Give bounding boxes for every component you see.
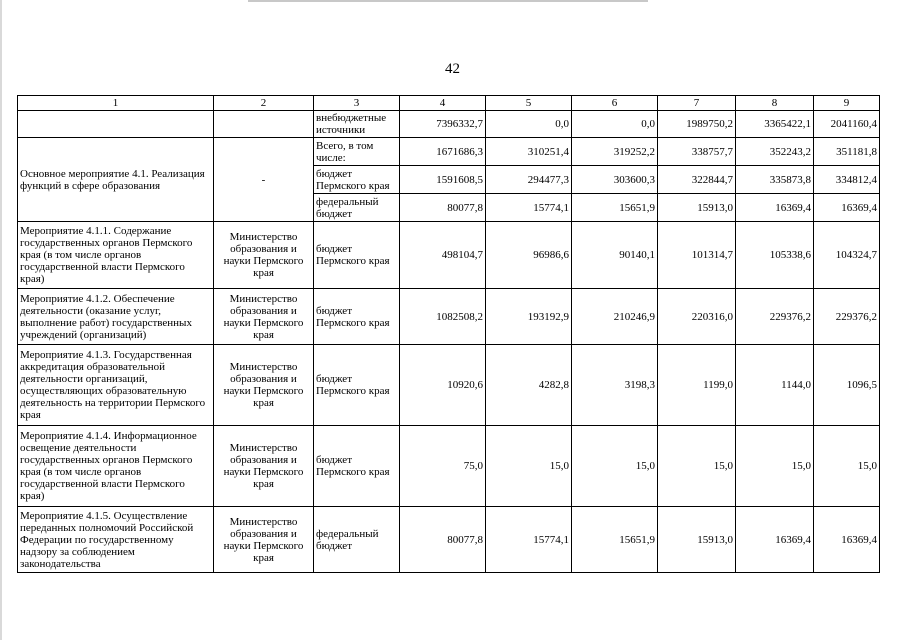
value-cell: 15913,0 [658, 194, 736, 222]
value-cell: 220316,0 [658, 289, 736, 345]
header-cell: 7 [658, 96, 736, 111]
value-cell: 334812,4 [814, 166, 880, 194]
value-cell: 15,0 [814, 426, 880, 507]
value-cell: 75,0 [400, 426, 486, 507]
header-cell: 6 [572, 96, 658, 111]
name-cell: Мероприятие 4.1.4. Информационное освещение деятельности государственных органов Пермского края (в том числе органов государственной власти Пермского края) [18, 426, 214, 507]
header-cell: 4 [400, 96, 486, 111]
table-row [18, 289, 880, 345]
value-cell: 15651,9 [572, 507, 658, 573]
value-cell: 16369,4 [736, 507, 814, 573]
value-cell: 338757,7 [658, 138, 736, 166]
responsible-cell: Министерство образования и науки Пермского края [214, 426, 314, 507]
name-cell: Мероприятие 4.1.2. Обеспечение деятельности (оказание услуг, выполнение работ) государственных учреждений (организаций) [18, 289, 214, 345]
value-cell: 16369,4 [736, 194, 814, 222]
value-cell: 0,0 [572, 111, 658, 138]
value-cell: 1082508,2 [400, 289, 486, 345]
source-cell: федеральный бюджет [314, 507, 400, 573]
source-cell: бюджет Пермского края [314, 426, 400, 507]
responsible-cell: Министерство образования и науки Пермского края [214, 289, 314, 345]
page-number: 42 [445, 61, 460, 77]
value-cell: 1671686,3 [400, 138, 486, 166]
source-cell: внебюджетные источники [314, 111, 400, 138]
table-row [18, 345, 880, 426]
responsible-cell: - [214, 138, 314, 222]
header-cell: 5 [486, 96, 572, 111]
responsible-cell [214, 111, 314, 138]
name-cell: Мероприятие 4.1.1. Содержание государственных органов Пермского края (в том числе органов государственной власти Пермского края) [18, 222, 214, 289]
value-cell: 294477,3 [486, 166, 572, 194]
budget-table [17, 95, 880, 573]
table-row [18, 222, 880, 289]
value-cell: 7396332,7 [400, 111, 486, 138]
value-cell: 322844,7 [658, 166, 736, 194]
value-cell: 352243,2 [736, 138, 814, 166]
source-cell: бюджет Пермского края [314, 345, 400, 426]
value-cell: 351181,8 [814, 138, 880, 166]
responsible-cell: Министерство образования и науки Пермского края [214, 222, 314, 289]
header-cell: 3 [314, 96, 400, 111]
value-cell: 210246,9 [572, 289, 658, 345]
source-cell: бюджет Пермского края [314, 289, 400, 345]
value-cell: 15774,1 [486, 194, 572, 222]
value-cell: 1144,0 [736, 345, 814, 426]
scan-top-edge [248, 0, 648, 2]
name-cell: Мероприятие 4.1.5. Осуществление переданных полномочий Российской Федерации по государственному надзору за соблюдением законодательства [18, 507, 214, 573]
value-cell: 10920,6 [400, 345, 486, 426]
table-row [18, 138, 880, 166]
value-cell: 15,0 [486, 426, 572, 507]
value-cell: 104324,7 [814, 222, 880, 289]
value-cell: 229376,2 [736, 289, 814, 345]
value-cell: 303600,3 [572, 166, 658, 194]
value-cell: 1096,5 [814, 345, 880, 426]
value-cell: 1199,0 [658, 345, 736, 426]
source-cell: федеральный бюджет [314, 194, 400, 222]
header-cell: 2 [214, 96, 314, 111]
value-cell: 0,0 [486, 111, 572, 138]
value-cell: 3198,3 [572, 345, 658, 426]
value-cell: 96986,6 [486, 222, 572, 289]
value-cell: 16369,4 [814, 507, 880, 573]
value-cell: 229376,2 [814, 289, 880, 345]
value-cell: 15,0 [572, 426, 658, 507]
table-row [18, 426, 880, 507]
value-cell: 80077,8 [400, 194, 486, 222]
value-cell: 193192,9 [486, 289, 572, 345]
source-cell: бюджет Пермского края [314, 222, 400, 289]
value-cell: 15651,9 [572, 194, 658, 222]
value-cell: 1989750,2 [658, 111, 736, 138]
table-row [18, 507, 880, 573]
value-cell: 4282,8 [486, 345, 572, 426]
source-cell: Всего, в том числе: [314, 138, 400, 166]
value-cell: 101314,7 [658, 222, 736, 289]
value-cell: 319252,2 [572, 138, 658, 166]
header-cell: 1 [18, 96, 214, 111]
header-row [18, 96, 880, 111]
value-cell: 15,0 [658, 426, 736, 507]
value-cell: 80077,8 [400, 507, 486, 573]
responsible-cell: Министерство образования и науки Пермского края [214, 507, 314, 573]
name-cell: Основное мероприятие 4.1. Реализация функций в сфере образования [18, 138, 214, 222]
name-cell: Мероприятие 4.1.3. Государственная аккредитация образовательной деятельности организаций, осуществляющих образовательную деятельность на территории Пермского края [18, 345, 214, 426]
value-cell: 16369,4 [814, 194, 880, 222]
value-cell: 3365422,1 [736, 111, 814, 138]
header-cell: 9 [814, 96, 880, 111]
responsible-cell: Министерство образования и науки Пермского края [214, 345, 314, 426]
source-cell: бюджет Пермского края [314, 166, 400, 194]
value-cell: 335873,8 [736, 166, 814, 194]
value-cell: 15,0 [736, 426, 814, 507]
value-cell: 498104,7 [400, 222, 486, 289]
value-cell: 15913,0 [658, 507, 736, 573]
value-cell: 15774,1 [486, 507, 572, 573]
name-cell [18, 111, 214, 138]
value-cell: 105338,6 [736, 222, 814, 289]
scan-left-edge [0, 0, 2, 640]
value-cell: 90140,1 [572, 222, 658, 289]
header-cell: 8 [736, 96, 814, 111]
value-cell: 1591608,5 [400, 166, 486, 194]
table-row [18, 111, 880, 138]
value-cell: 310251,4 [486, 138, 572, 166]
value-cell: 2041160,4 [814, 111, 880, 138]
